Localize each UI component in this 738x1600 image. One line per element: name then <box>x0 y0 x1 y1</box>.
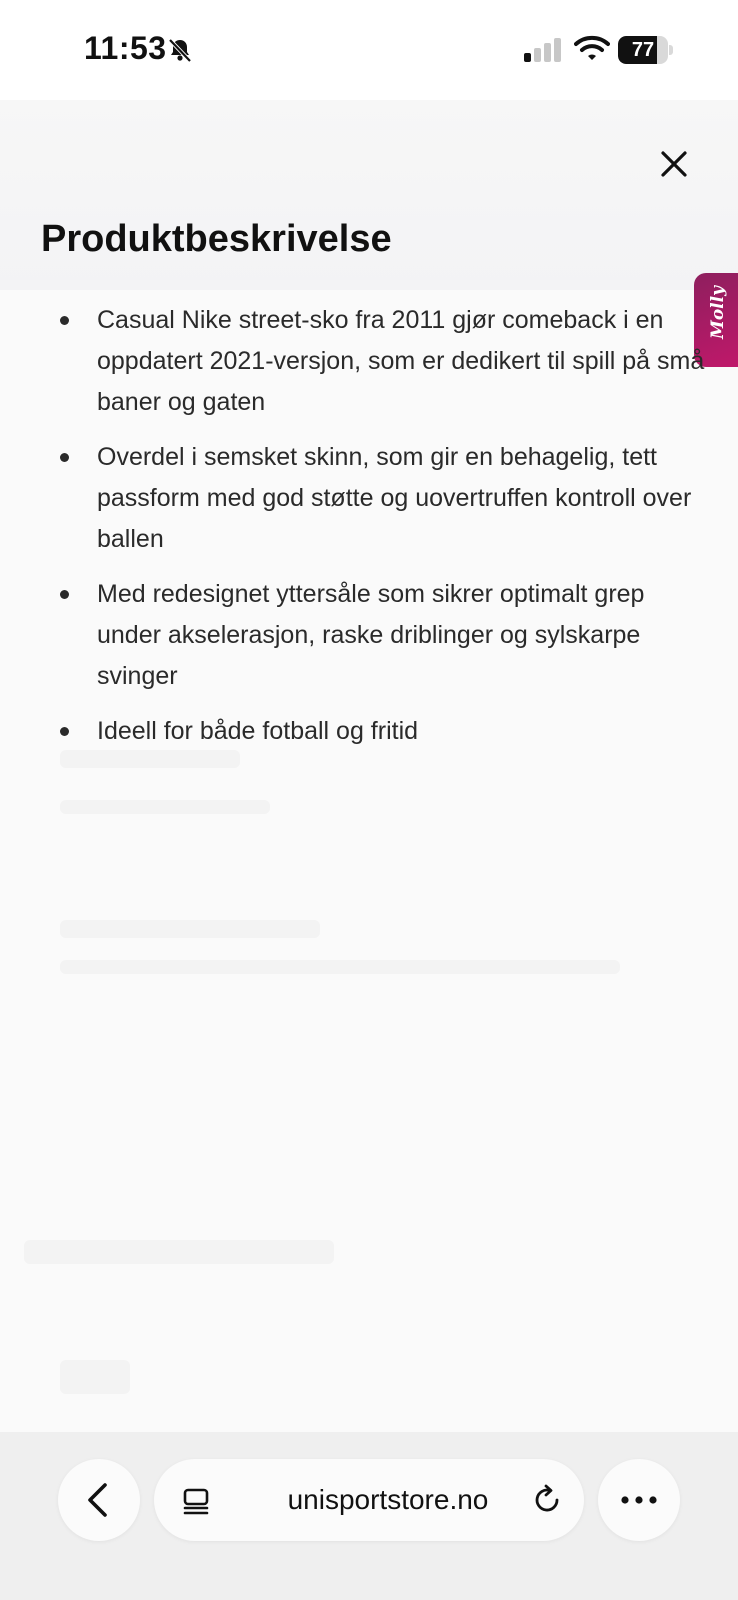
background-badge <box>60 1360 130 1394</box>
address-bar[interactable] <box>154 1459 584 1541</box>
list-item <box>56 711 706 752</box>
background-row <box>60 960 620 974</box>
list-item-text: Casual Nike street-sko fra 2011 gjør comeback i en oppdatert 2021-versjon, som er dedikert til spill på små baner og gaten <box>97 306 705 416</box>
sheet-title: Produktbeskrivelse <box>41 218 392 260</box>
product-description-list <box>56 300 706 766</box>
battery-icon <box>618 36 672 64</box>
battery-level: 77 <box>631 39 655 61</box>
list-item-text: Med redesignet yttersåle som sikrer optimalt grep under akselerasjon, raske driblinger og sylskarpe svinger <box>97 580 645 690</box>
back-button[interactable] <box>58 1459 140 1541</box>
url-text: unisportstore.no <box>287 1484 489 1515</box>
background-row <box>60 920 320 938</box>
list-item-text: Ideell for både fotball og fritid <box>97 717 419 745</box>
bullet-dot <box>60 316 69 325</box>
more-button[interactable] <box>598 1459 680 1541</box>
background-heading <box>24 1240 334 1264</box>
more-icon <box>598 1459 680 1541</box>
bullet-dot <box>60 727 69 736</box>
list-item <box>56 437 706 560</box>
bullet-dot <box>60 590 69 599</box>
list-item <box>56 574 706 697</box>
cellular-signal-icon <box>522 38 562 62</box>
molly-label: Molly <box>708 286 728 339</box>
status-time: 11:53 <box>84 30 167 66</box>
bullet-dot <box>60 453 69 462</box>
status-bar <box>0 0 738 100</box>
reload-icon[interactable] <box>530 1483 564 1517</box>
chevron-left-icon <box>58 1459 140 1541</box>
close-icon[interactable] <box>652 142 696 186</box>
browser-toolbar <box>0 1432 738 1600</box>
wifi-icon <box>574 34 610 62</box>
list-item-text: Overdel i semsket skinn, som gir en behagelig, tett passform med god støtte og uovertruffen kontroll over ballen <box>97 443 692 553</box>
tabs-icon <box>180 1485 212 1517</box>
background-row <box>60 800 270 814</box>
sheet-header <box>0 100 738 290</box>
bell-slash-icon <box>166 36 194 64</box>
list-item <box>56 300 706 423</box>
